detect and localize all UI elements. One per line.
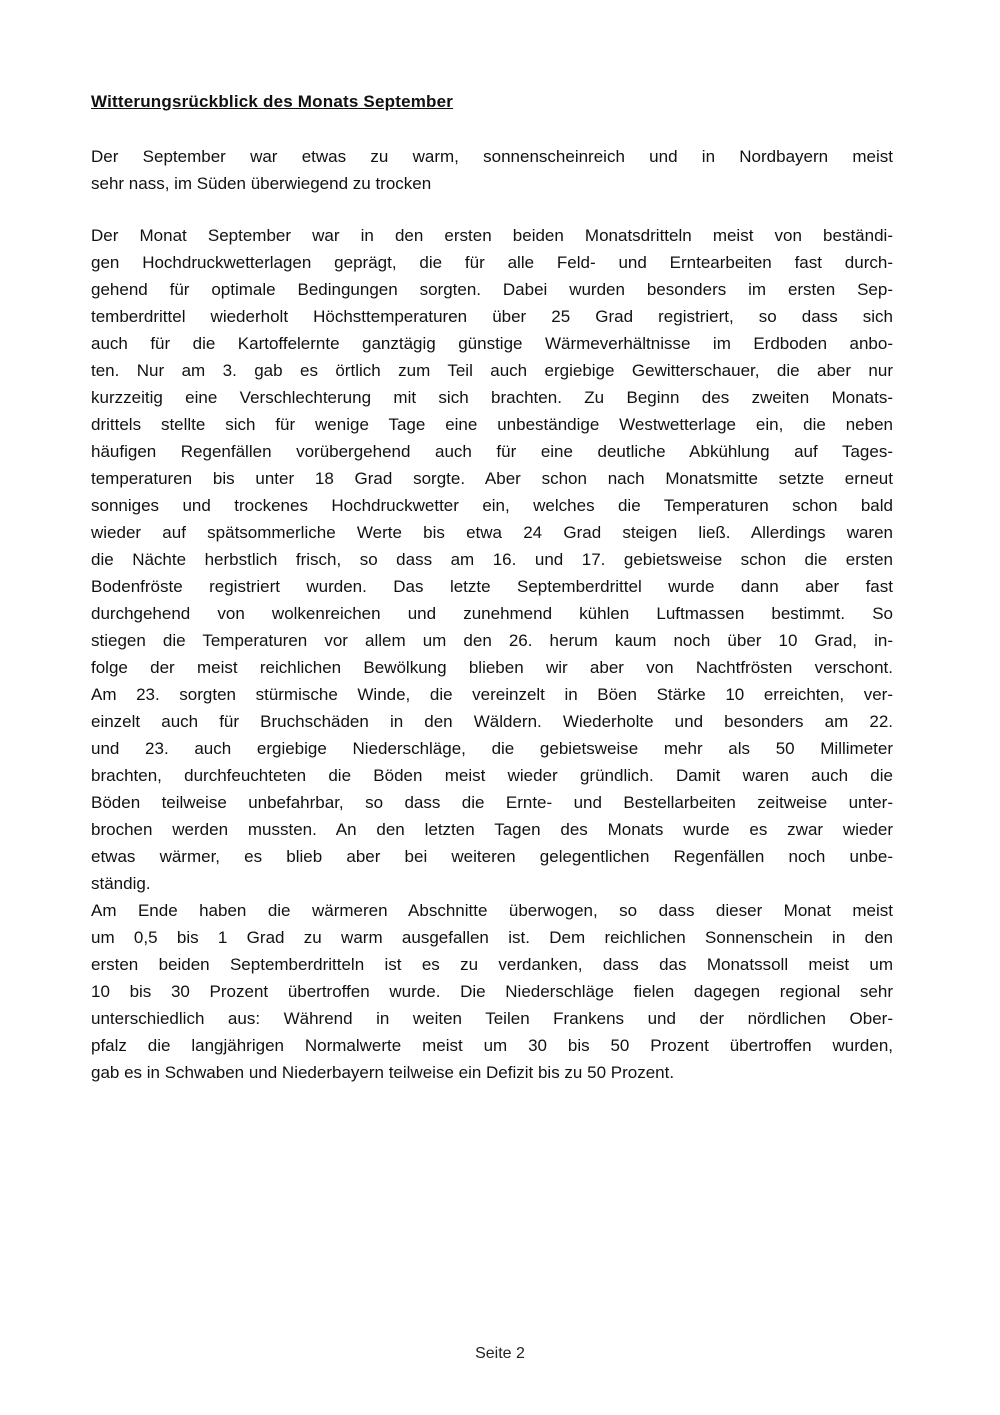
text-line: sehr nass, im Süden überwiegend zu trocken (91, 174, 432, 193)
text-line: sonniges und trockenes Hochdruckwetter ein, welches die Temperaturen schon bald (91, 496, 893, 515)
text-line: brachten, durchfeuchteten die Böden meist wieder gründlich. Damit waren auch die (91, 766, 893, 785)
text-line: häufigen Regenfällen vorübergehend auch für eine deutliche Abkühlung auf Tages- (91, 442, 893, 461)
text-line: wieder auf spätsommerliche Werte bis etwa 24 Grad steigen ließ. Allerdings waren (91, 523, 893, 542)
text-line: und 23. auch ergiebige Niederschläge, die gebietsweise mehr als 50 Millimeter (91, 739, 893, 758)
text-line: Der Monat September war in den ersten beiden Monatsdritteln meist von beständi- (91, 226, 893, 245)
text-line: Bodenfröste registriert wurden. Das letzte Septemberdrittel wurde dann aber fast (91, 577, 893, 596)
text-line: folge der meist reichlichen Bewölkung blieben wir aber von Nachtfrösten verschont. (91, 658, 893, 677)
text-line: die Nächte herbstlich frisch, so dass am 16. und 17. gebietsweise schon die ersten (91, 550, 893, 569)
text-line: gen Hochdruckwetterlagen geprägt, die für alle Feld- und Erntearbeiten fast durch- (91, 253, 893, 272)
text-line: ten. Nur am 3. gab es örtlich zum Teil auch ergiebige Gewitterschauer, die aber nur (91, 361, 893, 380)
text-line: 10 bis 30 Prozent übertroffen wurde. Die Niederschläge fielen dagegen regional sehr (91, 982, 893, 1001)
text-line: unterschiedlich aus: Während in weiten Teilen Frankens und der nördlichen Ober- (91, 1009, 893, 1028)
document-title: Witterungsrückblick des Monats September (91, 92, 454, 111)
text-line: einzelt auch für Bruchschäden in den Wäldern. Wiederholte und besonders am 22. (91, 712, 893, 731)
text-line: auch für die Kartoffelernte ganztägig günstige Wärmeverhältnisse im Erdboden anbo- (91, 334, 893, 353)
text-line: Böden teilweise unbefahrbar, so dass die Ernte- und Bestellarbeiten zeitweise unter- (91, 793, 893, 812)
subtitle-paragraph (91, 143, 893, 197)
text-line: kurzzeitig eine Verschlechterung mit sich brachten. Zu Beginn des zweiten Monats- (91, 388, 893, 407)
page-number: Seite 2 (475, 1345, 525, 1362)
text-line: Am 23. sorgten stürmische Winde, die vereinzelt in Böen Stärke 10 erreichten, ver- (91, 685, 893, 704)
body-paragraph (91, 222, 893, 1086)
text-line: stiegen die Temperaturen vor allem um den 26. herum kaum noch über 10 Grad, in- (91, 631, 893, 650)
text-line: temperaturen bis unter 18 Grad sorgte. Aber schon nach Monatsmitte setzte erneut (91, 469, 893, 488)
text-line: ständig. (91, 874, 151, 893)
text-line: drittels stellte sich für wenige Tage eine unbeständige Westwetterlage ein, die neben (91, 415, 893, 434)
text-line: ersten beiden Septemberdritteln ist es zu verdanken, dass das Monatssoll meist um (91, 955, 893, 974)
text-line: Am Ende haben die wärmeren Abschnitte überwogen, so dass dieser Monat meist (91, 901, 893, 920)
text-line: Der September war etwas zu warm, sonnenscheinreich und in Nordbayern meist (91, 147, 893, 166)
text-line: temberdrittel wiederholt Höchsttemperaturen über 25 Grad registriert, so dass sich (91, 307, 893, 326)
text-line: um 0,5 bis 1 Grad zu warm ausgefallen ist. Dem reichlichen Sonnenschein in den (91, 928, 893, 947)
text-line: brochen werden mussten. An den letzten Tagen des Monats wurde es zwar wieder (91, 820, 893, 839)
text-line: gehend für optimale Bedingungen sorgten. Dabei wurden besonders im ersten Sep- (91, 280, 893, 299)
text-line: pfalz die langjährigen Normalwerte meist um 30 bis 50 Prozent übertroffen wurden, (91, 1036, 893, 1055)
text-line: durchgehend von wolkenreichen und zunehmend kühlen Luftmassen bestimmt. So (91, 604, 893, 623)
text-line: gab es in Schwaben und Niederbayern teilweise ein Defizit bis zu 50 Prozent. (91, 1063, 675, 1082)
text-line: etwas wärmer, es blieb aber bei weiteren gelegentlichen Regenfällen noch unbe- (91, 847, 893, 866)
